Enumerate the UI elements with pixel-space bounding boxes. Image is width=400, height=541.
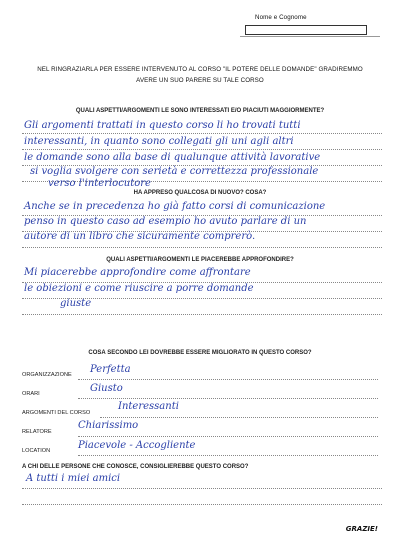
field-label-relatore: RELATORE [22, 429, 52, 435]
rule [22, 149, 382, 150]
field-value-relatore: Chiarissimo [78, 420, 139, 431]
rule [78, 455, 378, 456]
answer-1-line: verso l'interlocutore [48, 178, 151, 189]
field-label-location: LOCATION [22, 448, 51, 454]
rule [78, 379, 378, 380]
thanks-text: GRAZIE! [345, 525, 378, 533]
answer-1-line: si voglia svolgere con serietà e correttezza professionale [30, 166, 319, 177]
field-value-argomenti: Interessanti [118, 401, 179, 412]
answer-2-line: penso in questo caso ad esempio ho avuto parlare di un [24, 216, 307, 227]
name-underline [240, 36, 380, 37]
field-label-orari: ORARI [22, 391, 40, 397]
name-redacted-field [245, 25, 367, 35]
answer-1-line: interessanti, in quanto sono collegati gli uni agli altri [24, 136, 294, 147]
question-2: HA APPRESO QUALCOSA DI NUOVO? COSA? [133, 190, 267, 196]
rule [22, 504, 382, 505]
question-3: QUALI ASPETTI/ARGOMENTI LE PIACEREBBE APPROFONDIRE? [106, 257, 294, 263]
question-5: A CHI DELLE PERSONE CHE CONOSCE, CONSIGLIEREBBE QUESTO CORSO? [22, 464, 249, 470]
rule [22, 133, 382, 134]
question-1: QUALI ASPETTI/ARGOMENTI LE SONO INTERESSATI E/O PIACIUTI MAGGIORMENTE? [75, 108, 325, 114]
rule [22, 247, 382, 248]
answer-1-line: le domande sono alla base di qualunque attività lavorative [24, 152, 321, 163]
answer-1-line: Gli argomenti trattati in questo corso li ho trovati tutti [24, 120, 301, 131]
intro-line-1: NEL RINGRAZIARLA PER ESSERE INTERVENUTO AL CORSO "IL POTERE DELLE DOMANDE" GRADIREMMO [37, 66, 363, 73]
name-label: Nome e Cognome [255, 14, 307, 21]
intro-line-2: AVERE UN SUO PARERE SU TALE CORSO [136, 77, 264, 84]
field-value-location: Piacevole - Accogliente [78, 440, 196, 451]
rule [22, 314, 382, 315]
answer-3-line: giuste [60, 298, 92, 309]
answer-5: A tutti i miei amici [26, 473, 121, 484]
field-label-organizzazione: ORGANIZZAZIONE [22, 372, 72, 378]
field-value-organizzazione: Perfetta [90, 364, 131, 375]
answer-3-line: le obiezioni e come riuscire a porre domande [24, 283, 254, 294]
rule [100, 417, 378, 418]
answer-3-line: Mi piacerebbe approfondire come affrontare [24, 267, 251, 278]
question-4: COSA SECONDO LEI DOVREBBE ESSERE MIGLIORATO IN QUESTO CORSO? [88, 350, 312, 356]
rule [78, 436, 378, 437]
rule [78, 398, 378, 399]
rule [22, 488, 382, 489]
field-value-orari: Giusto [90, 383, 123, 394]
answer-2-line: autore di un libro che sicuramente comprerò. [24, 231, 256, 242]
field-label-argomenti: ARGOMENTI DEL CORSO [22, 410, 91, 416]
answer-2-line: Anche se in precedenza ho già fatto corsi di comunicazione [24, 201, 326, 212]
